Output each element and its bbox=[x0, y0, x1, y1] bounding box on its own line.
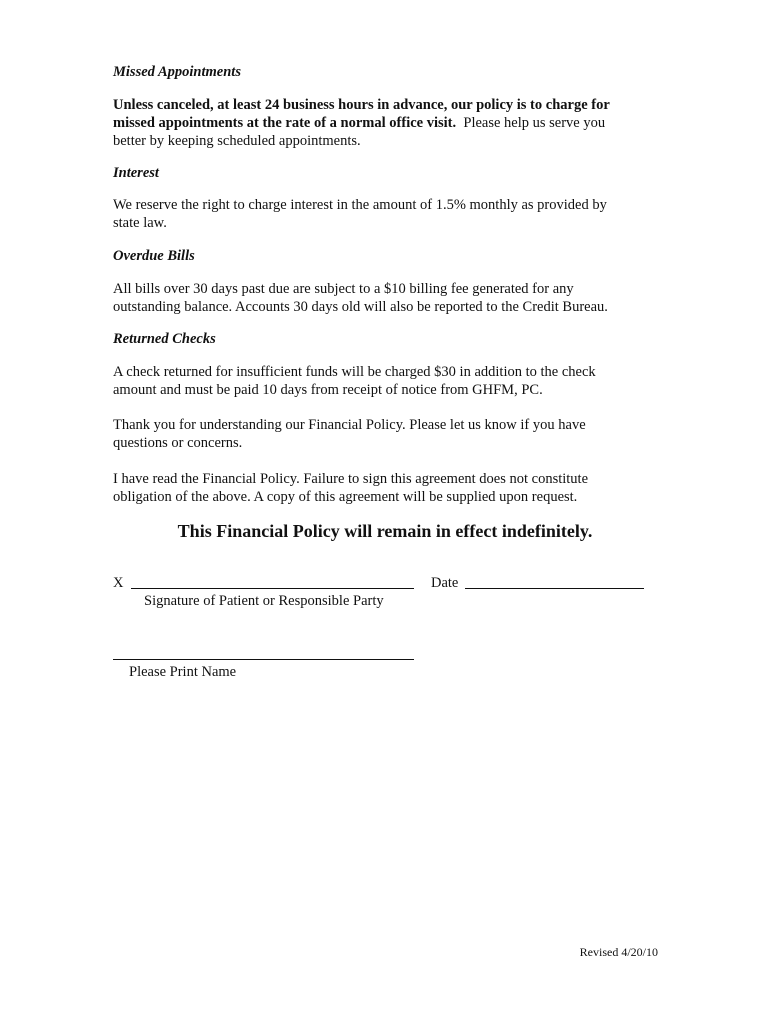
interest-line-1: We reserve the right to charge interest in the amount of 1.5% monthly as provided by bbox=[113, 197, 607, 213]
interest-line-2: state law. bbox=[113, 215, 167, 231]
signature-line[interactable] bbox=[131, 588, 414, 589]
thanks-line-1: Thank you for understanding our Financial Policy. Please let us know if you have bbox=[113, 417, 586, 433]
missed-appointments-bold-line-2: missed appointments at the rate of a normal office visit. bbox=[113, 115, 457, 131]
signature-x-label: X bbox=[113, 575, 124, 591]
date-line[interactable] bbox=[465, 588, 644, 589]
policy-title: This Financial Policy will remain in effect indefinitely. bbox=[177, 521, 593, 541]
revised-date: Revised 4/20/10 bbox=[579, 945, 658, 959]
missed-appointments-rest-line-2: Please help us serve you bbox=[456, 115, 606, 131]
acknowledge-line-1: I have read the Financial Policy. Failure to sign this agreement does not constitute bbox=[113, 471, 589, 487]
missed-appointments-bold-line-1: Unless canceled, at least 24 business hours in advance, our policy is to charge for bbox=[113, 97, 610, 113]
overdue-bills-heading: Overdue Bills bbox=[113, 248, 195, 264]
missed-appointments-line-3: better by keeping scheduled appointments. bbox=[113, 133, 361, 149]
returned-checks-heading: Returned Checks bbox=[113, 331, 216, 347]
signature-caption: Signature of Patient or Responsible Party bbox=[144, 593, 384, 609]
overdue-bills-line-1: All bills over 30 days past due are subject to a $10 billing fee generated for any bbox=[113, 281, 574, 297]
print-name-line[interactable] bbox=[113, 659, 414, 660]
print-name-caption: Please Print Name bbox=[129, 664, 237, 680]
thanks-line-2: questions or concerns. bbox=[113, 435, 243, 451]
missed-appointments-line-2 bbox=[113, 114, 653, 132]
interest-heading: Interest bbox=[113, 165, 159, 181]
overdue-bills-line-2: outstanding balance. Accounts 30 days old will also be reported to the Credit Bureau. bbox=[113, 299, 608, 315]
returned-checks-line-2: amount and must be paid 10 days from receipt of notice from GHFM, PC. bbox=[113, 382, 543, 398]
date-label: Date bbox=[431, 575, 459, 591]
returned-checks-line-1: A check returned for insufficient funds will be charged $30 in addition to the check bbox=[113, 364, 596, 380]
missed-appointments-heading: Missed Appointments bbox=[113, 64, 241, 80]
acknowledge-line-2: obligation of the above. A copy of this agreement will be supplied upon request. bbox=[113, 489, 578, 505]
